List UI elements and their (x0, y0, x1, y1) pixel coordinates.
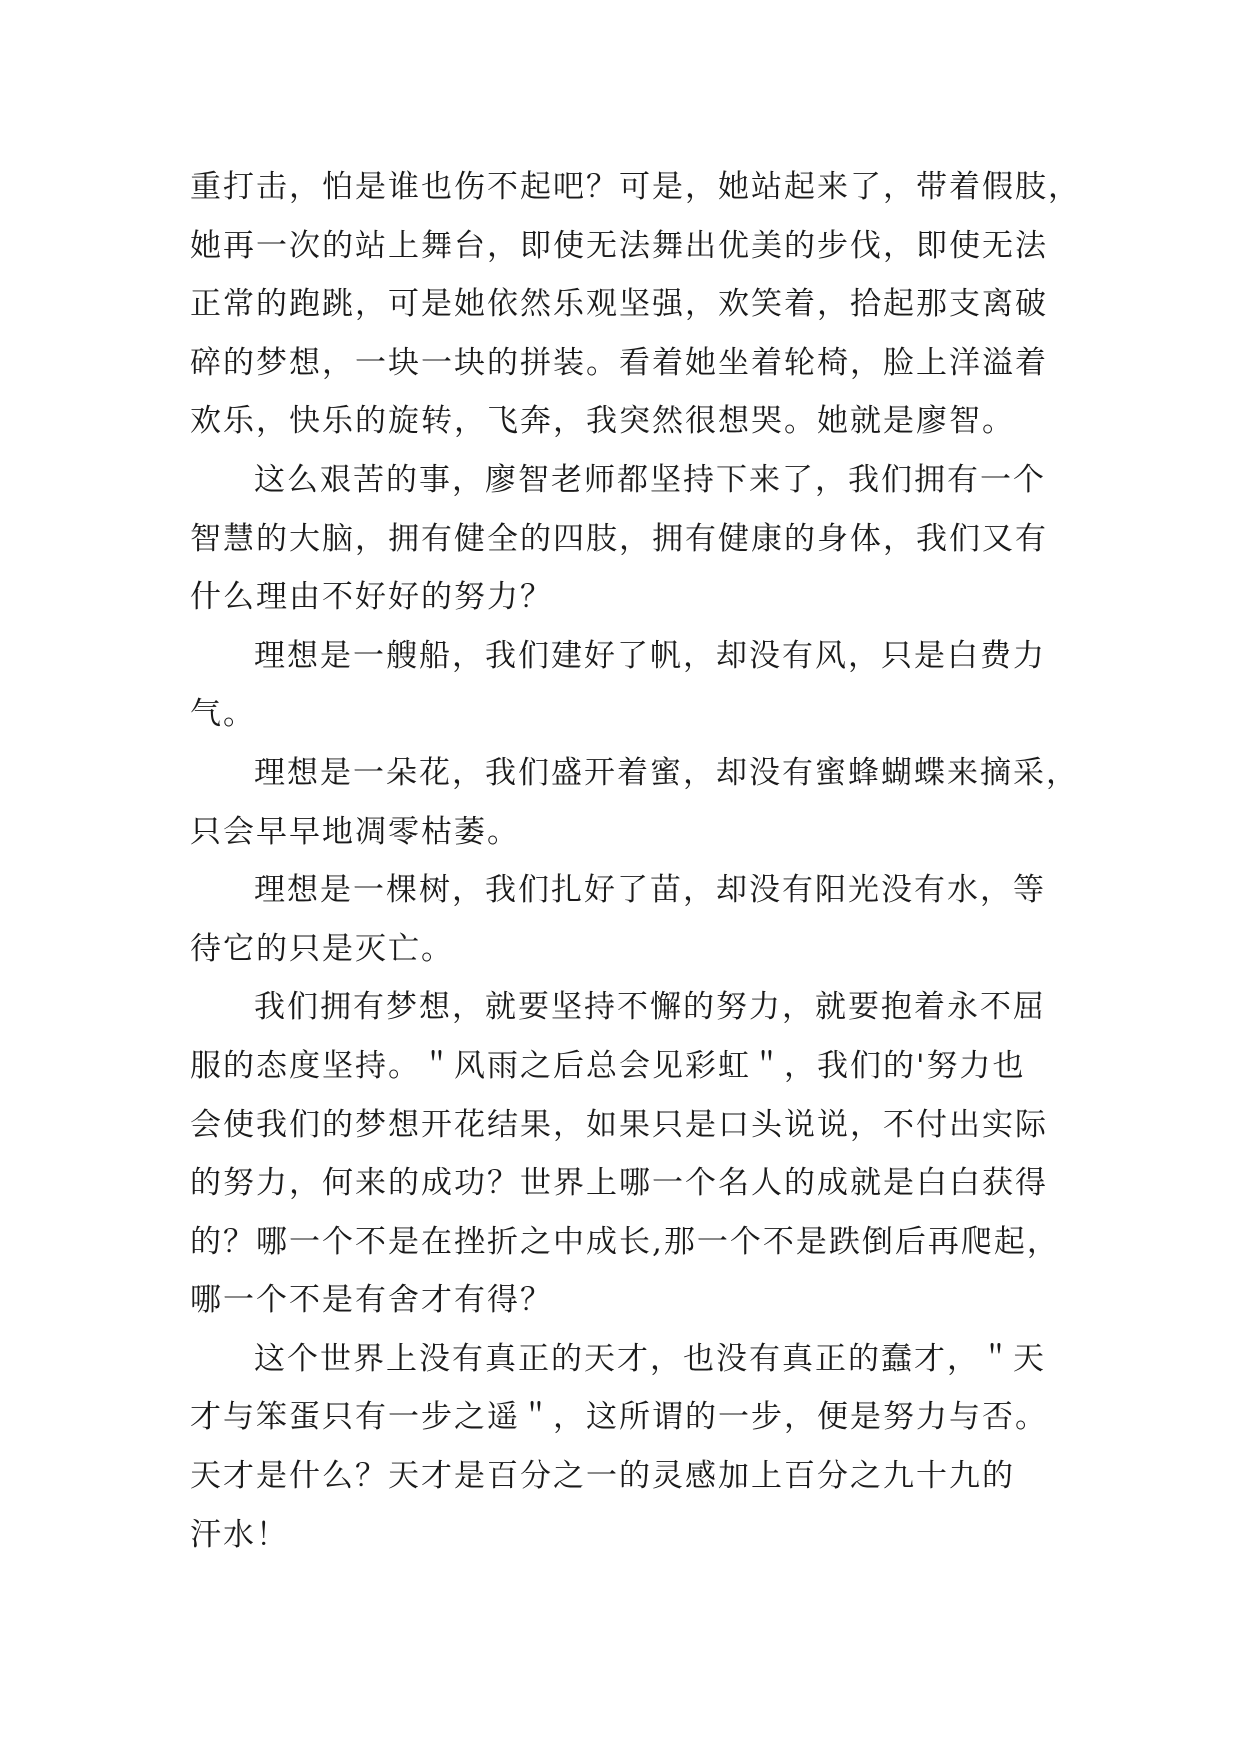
text-line: 汗水！ (190, 1516, 289, 1553)
text-line: 天才是什么？天才是百分之一的灵感加上百分之九十九的 (190, 1458, 1015, 1495)
text-line: 的？哪一个不是在挫折之中成长,那一个不是跌倒后再爬起， (190, 1223, 1060, 1260)
text-line: 才与笨蛋只有一步之遥＂，这所谓的一步，便是努力与否。 (190, 1399, 1048, 1436)
document-body (190, 158, 1090, 1564)
paragraph-first-line: 这么艰苦的事，廖智老师都坚持下来了，我们拥有一个 (254, 461, 1046, 498)
text-line: 的努力，何来的成功？世界上哪一个名人的成就是白白获得 (190, 1165, 1048, 1202)
paragraph-first-line: 理想是一艘船，我们建好了帆，却没有风，只是白费力 (254, 637, 1046, 674)
text-line: 什么理由不好好的努力？ (190, 579, 553, 616)
text-line: 服的态度坚持。＂风雨之后总会见彩虹＂，我们的'努力也 (190, 1047, 1026, 1084)
text-line: 哪一个不是有舍才有得？ (190, 1282, 553, 1319)
text-line: 正常的跑跳，可是她依然乐观坚强，欢笑着，拾起那支离破 (190, 286, 1048, 323)
text-line: 碎的梦想，一块一块的拼装。看着她坐着轮椅，脸上洋溢着 (190, 344, 1048, 381)
text-line: 重打击，怕是谁也伤不起吧？可是，她站起来了，带着假肢， (190, 169, 1081, 205)
paragraph-first-line: 理想是一朵花，我们盛开着蜜，却没有蜜蜂蝴蝶来摘采， (254, 754, 1079, 791)
text-line: 只会早早地凋零枯萎。 (190, 813, 520, 850)
text-line: 她再一次的站上舞台，即使无法舞出优美的步伐，即使无法 (190, 227, 1048, 264)
text-line: 气。 (190, 696, 256, 733)
text-line: 智慧的大脑，拥有健全的四肢，拥有健康的身体，我们又有 (190, 520, 1048, 557)
text-line: 会使我们的梦想开花结果，如果只是口头说说，不付出实际 (190, 1106, 1048, 1143)
paragraph-first-line: 这个世界上没有真正的天才，也没有真正的蠢才，＂天 (254, 1340, 1046, 1377)
text-line: 待它的只是灭亡。 (190, 930, 454, 967)
text-line: 欢乐，快乐的旋转，飞奔，我突然很想哭。她就是廖智。 (190, 403, 1015, 440)
paragraph-first-line: 我们拥有梦想，就要坚持不懈的努力，就要抱着永不屈 (254, 989, 1046, 1026)
paragraph-first-line: 理想是一棵树，我们扎好了苗，却没有阳光没有水，等 (254, 872, 1046, 909)
